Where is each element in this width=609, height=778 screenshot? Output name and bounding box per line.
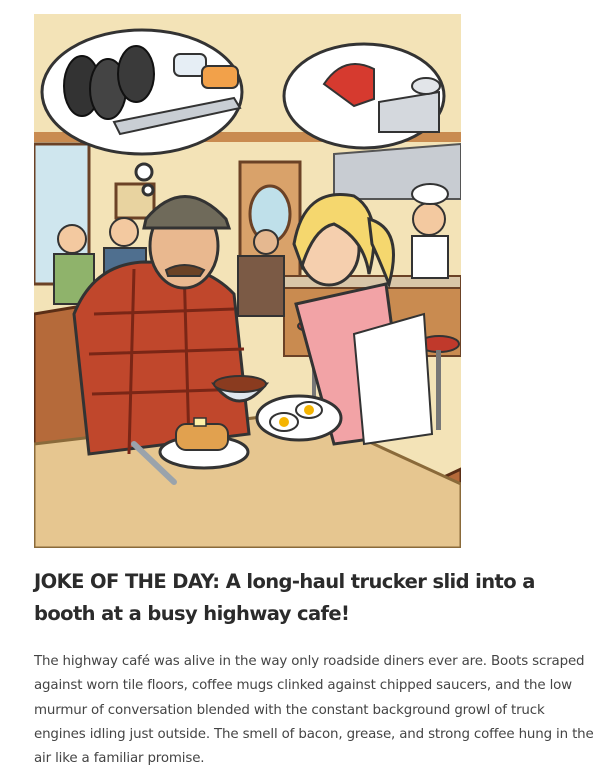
article-illustration	[34, 14, 461, 548]
article-body-paragraph: The highway café was alive in the way only roadside diners ever are. Boots scraped against worn tile floors, coffee mugs clinked against chipped saucers, and the low murmur of conversation blended with the constant background growl of truck engines idling just outside. The smell of bacon, grease, and strong coffee hung in the air like a familiar promise.	[34, 654, 594, 767]
article-headline: JOKE OF THE DAY: A long-haul trucker slid into a booth at a busy highway cafe!	[34, 570, 535, 625]
